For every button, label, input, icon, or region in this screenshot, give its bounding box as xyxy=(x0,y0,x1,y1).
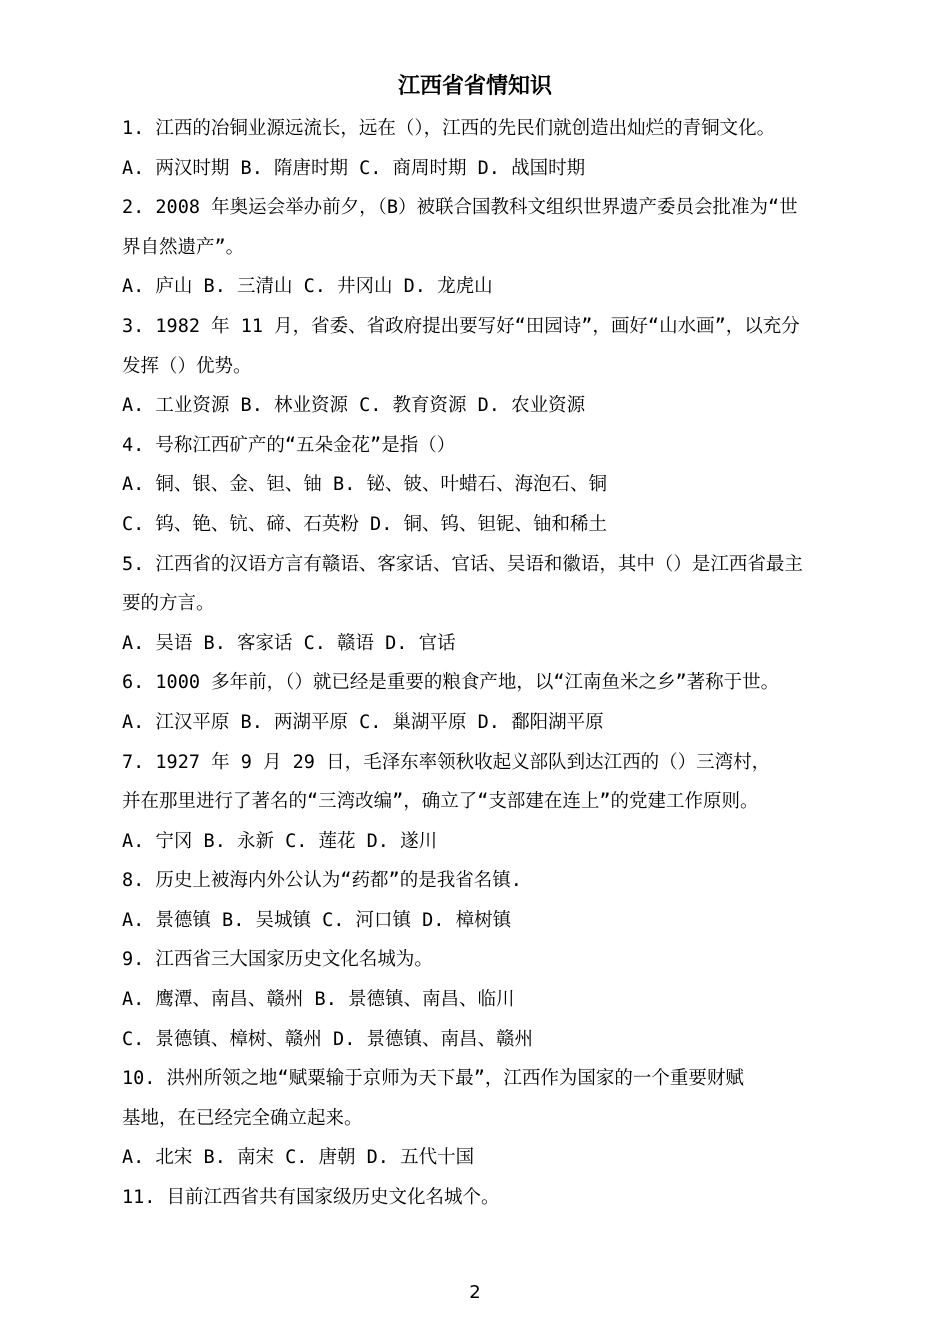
text-line: A. 铜、银、金、钽、铀 B. 铋、铍、叶蜡石、海泡石、铜 xyxy=(122,474,607,496)
text-line: A. 景德镇 B. 吴城镇 C. 河口镇 D. 樟树镇 xyxy=(122,909,512,931)
text-line: A. 两汉时期 B. 隋唐时期 C. 商周时期 D. 战国时期 xyxy=(122,157,586,179)
text-line: 11. 目前江西省共有国家级历史文化名城个。 xyxy=(122,1187,500,1209)
text-line: A. 江汉平原 B. 两湖平原 C. 巢湖平原 D. 鄱阳湖平原 xyxy=(122,711,604,733)
text-line: 要的方言。 xyxy=(122,593,215,615)
text-line: 5. 江西省的汉语方言有赣语、客家话、官话、吴语和徽语，其中（）是江西省最主 xyxy=(122,553,803,575)
page-title: 江西省省情知识 xyxy=(397,74,552,99)
text-line: 界自然遗产”。 xyxy=(122,236,245,258)
text-line: 9. 江西省三大国家历史文化名城为。 xyxy=(122,949,433,971)
text-line: 4. 号称江西矿产的“五朵金花”是指（） xyxy=(122,434,456,456)
text-line: 10. 洪州所领之地“赋粟输于京师为天下最”，江西作为国家的一个重要财赋 xyxy=(122,1068,744,1090)
text-line: A. 宁冈 B. 永新 C. 莲花 D. 遂川 xyxy=(122,830,438,852)
text-line: 2. 2008 年奥运会举办前夕，（B）被联合国教科文组织世界遗产委员会批准为“世 xyxy=(122,197,798,219)
document-body xyxy=(122,114,882,1223)
text-line: C. 景德镇、樟树、赣州 D. 景德镇、南昌、赣州 xyxy=(122,1028,533,1050)
text-line: 6. 1000 多年前，（）就已经是重要的粮食产地，以“江南鱼米之乡”著称于世。 xyxy=(122,672,780,694)
text-line: 发挥（）优势。 xyxy=(122,355,252,377)
page-number: 2 xyxy=(469,1282,481,1303)
text-line: A. 北宋 B. 南宋 C. 唐朝 D. 五代十国 xyxy=(122,1147,475,1169)
text-line: 3. 1982 年 11 月，省委、省政府提出要写好“田园诗”，画好“山水画”，以充分 xyxy=(122,315,800,337)
text-line: 1. 江西的冶铜业源远流长，远在（），江西的先民们就创造出灿烂的青铜文化。 xyxy=(122,118,776,139)
text-line: A. 庐山 B. 三清山 C. 井冈山 D. 龙虎山 xyxy=(122,276,493,298)
text-line: 基地，在已经完全确立起来。 xyxy=(122,1107,363,1129)
text-line: A. 工业资源 B. 林业资源 C. 教育资源 D. 农业资源 xyxy=(122,395,586,417)
text-line: C. 钨、铯、钪、碲、石英粉 D. 铜、钨、钽铌、铀和稀土 xyxy=(122,513,607,535)
text-line: A. 吴语 B. 客家话 C. 赣语 D. 官话 xyxy=(122,632,456,654)
text-line: 7. 1927 年 9 月 29 日，毛泽东率领秋收起义部队到达江西的（）三湾村， xyxy=(122,751,771,773)
text-line: 8. 历史上被海内外公认为“药都”的是我省名镇. xyxy=(122,870,522,892)
text-line: A. 鹰潭、南昌、赣州 B. 景德镇、南昌、临川 xyxy=(122,989,515,1011)
text-line: 并在那里进行了著名的“三湾改编”，确立了“支部建在连上”的党建工作原则。 xyxy=(122,791,759,813)
